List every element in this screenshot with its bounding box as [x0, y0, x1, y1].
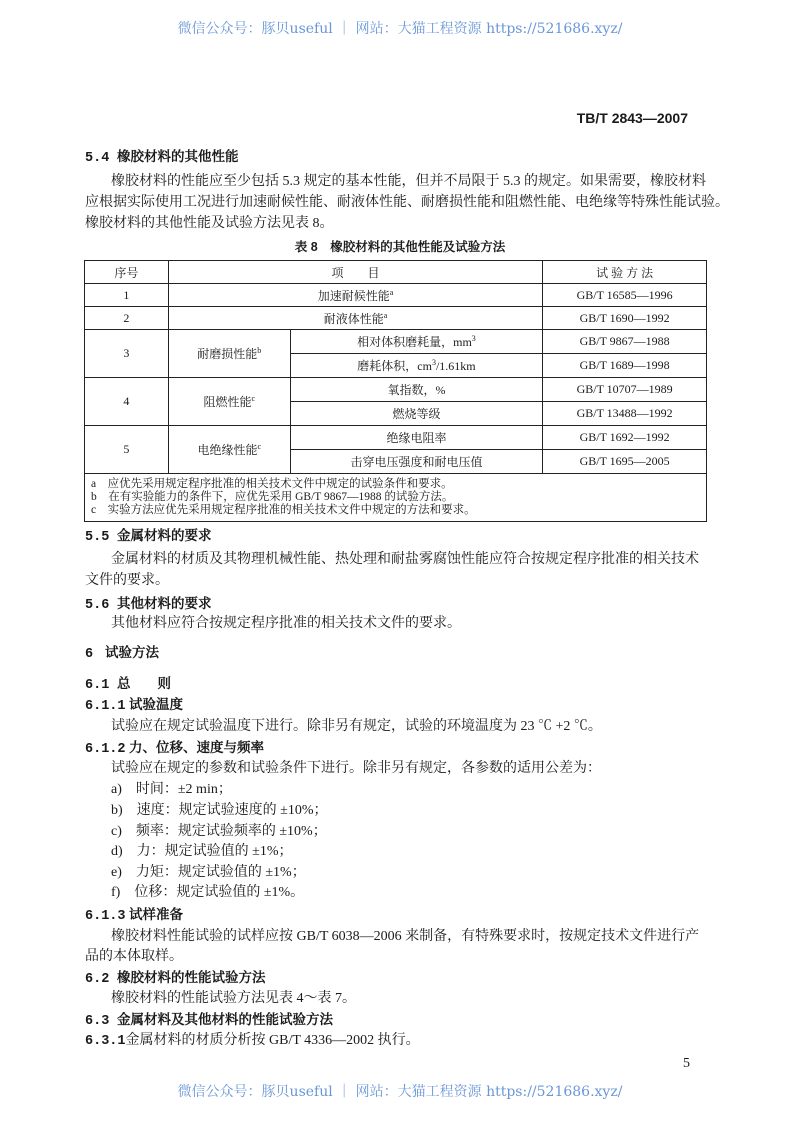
- paragraph-line: 应根据实际使用工况进行加速耐候性能、耐液体性能、耐磨损性能和阻燃性能、电绝缘等特殊性能试验。: [85, 195, 729, 210]
- table-header-row: 序号 项 目 试 验 方 法: [85, 261, 707, 284]
- heading-5-5: 5.5 金属材料的要求: [85, 528, 212, 545]
- table-caption: 表 8 橡胶材料的其他性能及试验方法: [294, 240, 506, 254]
- paragraph-line: 金属材料的材质及其物理机械性能、热处理和耐盐雾腐蚀性能应符合按规定程序批准的相关技术: [111, 552, 699, 567]
- list-item: e) 力矩：规定试验值的 ±1%；: [111, 865, 306, 880]
- heading-6-3: 6.3 金属材料及其他材料的性能试验方法: [85, 1012, 333, 1029]
- paragraph-line: 其他材料应符合按规定程序批准的相关技术文件的要求。: [111, 616, 461, 631]
- table-notes: a 应优先采用规定程序批准的相关技术文件中规定的试验条件和要求。 b 在有实验能力的条件下，应优先采用 GB/T 9867—1988 的试验方法。 c 实验方法应优先采用规定程序批准的相关技术文件中规定的方法和要求。: [85, 474, 707, 522]
- table-row: 4 阻燃性能$^c$ 氧指数，% GB/T 10707—1989: [85, 378, 707, 402]
- paragraph-line: 品的本体取样。: [85, 949, 183, 964]
- heading-5-4: 5.4 橡胶材料的其他性能: [85, 149, 239, 166]
- list-item: a) 时间：±2 min；: [111, 782, 232, 797]
- paragraph-line: 试验应在规定的参数和试验条件下进行。除非另有规定，各参数的适用公差为：: [111, 761, 601, 776]
- heading-6-1-1: 6.1.1 试验温度: [85, 697, 183, 714]
- list-item: d) 力：规定试验值的 ±1%；: [111, 844, 293, 859]
- table-row: 磨耗体积，$cm^3/1.61km$ GB/T 1689—1998: [85, 354, 707, 378]
- page-number: 5: [683, 1056, 690, 1071]
- table-row: 燃烧等级 GB/T 13488—1992: [85, 402, 707, 426]
- heading-6-2: 6.2 橡胶材料的性能试验方法: [85, 970, 266, 987]
- list-item: b) 速度：规定试验速度的 ±10%；: [111, 803, 328, 818]
- heading-6-1-3: 6.1.3 试样准备: [85, 907, 183, 924]
- table-row: 5 电绝缘性能$^c$ 绝缘电阻率 GB/T 1692—1992: [85, 426, 707, 450]
- list-item: f) 位移：规定试验值的 ±1%。: [111, 885, 305, 900]
- paragraph-line: 橡胶材料性能试验的试样应按 GB/T 6038—2006 来制备，有特殊要求时，按规定技术文件进行产: [111, 929, 700, 944]
- paragraph-line: 试验应在规定试验温度下进行。除非另有规定，试验的环境温度为 23 ℃ +2 ℃。: [111, 719, 602, 734]
- heading-6-1-2: 6.1.2 力、位移、速度与频率: [85, 740, 264, 757]
- heading-5-6: 5.6 其他材料的要求: [85, 596, 212, 613]
- heading-6-1: 6.1 总 则: [85, 676, 171, 693]
- table-row: 2 耐液体性能$^a$ GB/T 1690—1992: [85, 307, 707, 330]
- clause-6-3-1: 6.3.1金属材料的材质分析按 GB/T 4336—2002 执行。: [85, 1033, 420, 1049]
- heading-6: 6 试验方法: [85, 645, 159, 662]
- paragraph-line: 橡胶材料的性能试验方法见表 4～表 7。: [111, 991, 356, 1006]
- table-row: 击穿电压强度和耐电压值 GB/T 1695—2005: [85, 450, 707, 474]
- watermark-top: 微信公众号：豚贝useful ｜ 网站：大猫工程资源 https://521686.xyz/: [177, 21, 623, 37]
- paragraph-line: 橡胶材料的性能应至少包括 5.3 规定的基本性能，但并不局限于 5.3 的规定。如果需要，橡胶材料: [111, 174, 706, 189]
- table-row: 1 加速耐候性能$^a$ GB/T 16585—1996: [85, 284, 707, 307]
- watermark-bottom: 微信公众号：豚贝useful ｜ 网站：大猫工程资源 https://521686.xyz/: [177, 1084, 623, 1100]
- table-8: [84, 260, 707, 522]
- paragraph-line: 橡胶材料的其他性能及试验方法见表 8。: [85, 216, 334, 231]
- paragraph-line: 文件的要求。: [85, 573, 169, 588]
- document-code: TB/T 2843—2007: [576, 110, 688, 126]
- list-item: c) 频率：规定试验频率的 ±10%；: [111, 824, 327, 839]
- table-row: 3 耐磨损性能$^b$ 相对体积磨耗量，$mm^3$ GB/T 9867—1988: [85, 330, 707, 354]
